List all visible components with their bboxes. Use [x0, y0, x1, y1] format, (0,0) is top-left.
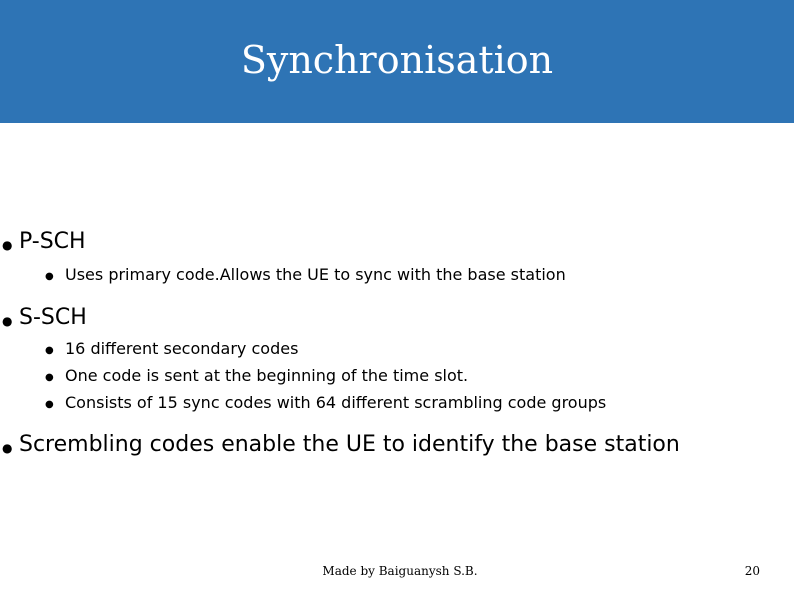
- sub-bullet-text: 16 different secondary codes: [65, 339, 299, 358]
- bullet-dot-icon: ●: [45, 271, 54, 282]
- bullet-dot-icon: ●: [45, 345, 54, 356]
- sub-bullet-text: Uses primary code.Allows the UE to sync with the base station: [65, 265, 566, 284]
- footer-author: Made by Baiguanysh S.B.: [322, 564, 478, 578]
- sub-bullet-text: Consists of 15 sync codes with 64 different scrambling code groups: [65, 393, 607, 412]
- bullet-text: P-SCH: [19, 229, 86, 254]
- sub-bullet-text: One code is sent at the beginning of the time slot.: [65, 366, 469, 385]
- bullet-text: S-SCH: [19, 305, 87, 330]
- bullet-dot-icon: ●: [45, 399, 54, 410]
- bullet-dot-icon: ●: [2, 314, 13, 328]
- slide-title: Synchronisation: [240, 38, 554, 82]
- bullet-dot-icon: ●: [2, 238, 13, 252]
- page-number: 20: [744, 564, 760, 578]
- bullet-dot-icon: ●: [2, 441, 13, 455]
- bullet-dot-icon: ●: [45, 372, 54, 383]
- bullet-text: Scrembling codes enable the UE to identify the base station: [19, 432, 680, 457]
